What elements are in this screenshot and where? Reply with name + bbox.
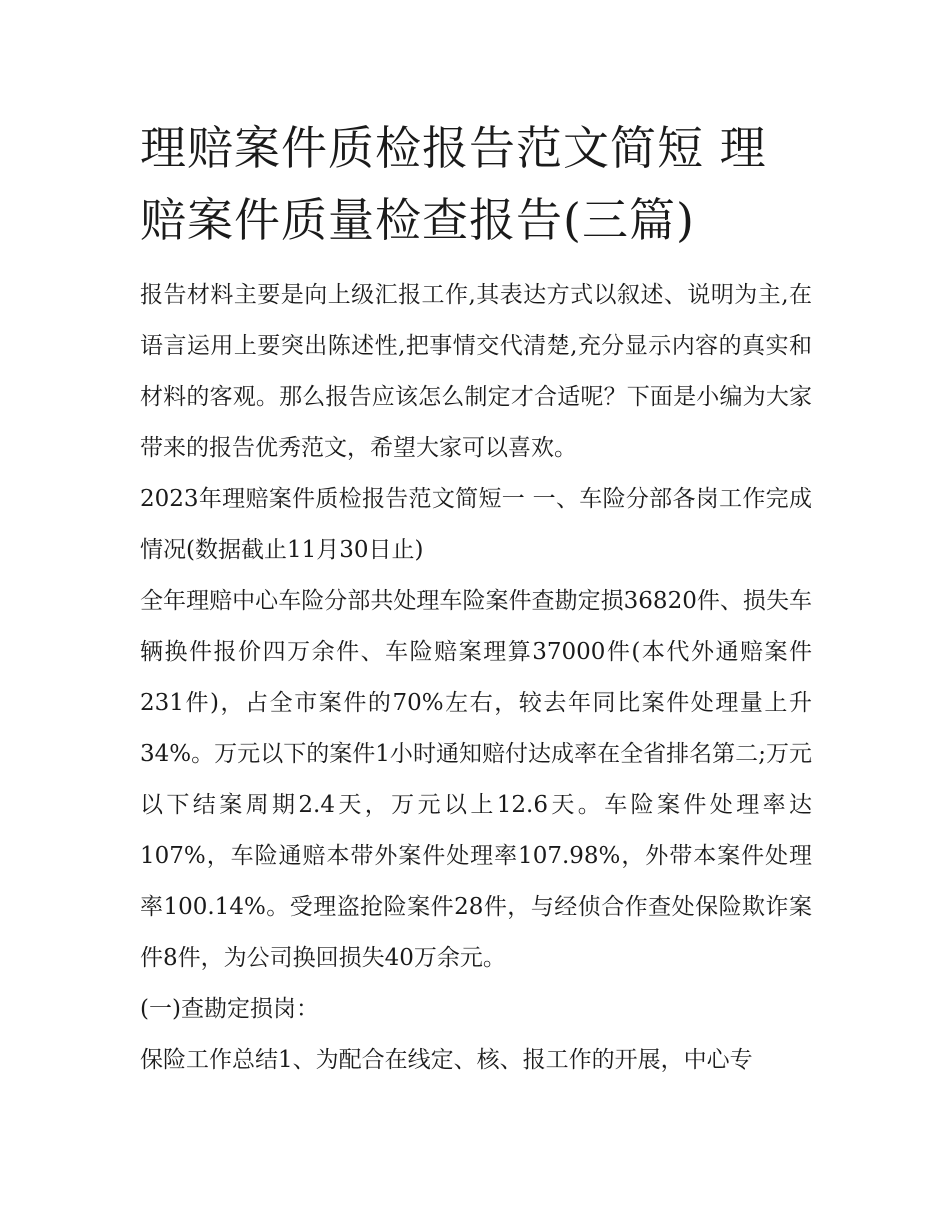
document-title: 理赔案件质检报告范文简短 理赔案件质量检查报告(三篇) [140, 121, 767, 247]
paragraph-subsection-heading: (一)查勘定损岗： [140, 996, 319, 1022]
document-body [140, 112, 812, 1086]
paragraph-section-heading: 2023年理赔案件质检报告范文简短一 一、车险分部各岗工作完成情况(数据截止11月30日止) [140, 486, 812, 563]
paragraph-intro: 报告材料主要是向上级汇报工作,其表达方式以叙述、说明为主,在语言运用上要突出陈述性,把事情交代清楚,充分显示内容的真实和材料的客观。那么报告应该怎么制定才合适呢？下面是小编为大家带来的报告优秀范文，希望大家可以喜欢。 [140, 282, 812, 461]
paragraph-continued: 保险工作总结1、为配合在线定、核、报工作的开展，中心专 [140, 1047, 753, 1073]
paragraph-statistics: 全年理赔中心车险分部共处理车险案件查勘定损36820件、损失车辆换件报价四万余件、车险赔案理算37000件(本代外通赔案件231件)，占全市案件的70%左右，较去年同比案件处理量上升34%。万元以下的案件1小时通知赔付达成率在全省排名第二;万元以下结案周期2.4天，万元以上12.6天。车险案件处理率达107%，车险通赔本带外案件处理率107.98%，外带本案件处理率100.14%。受理盗抢险案件28件，与经侦合作查处保险欺诈案件8件，为公司换回损失40万余元。 [140, 588, 812, 971]
